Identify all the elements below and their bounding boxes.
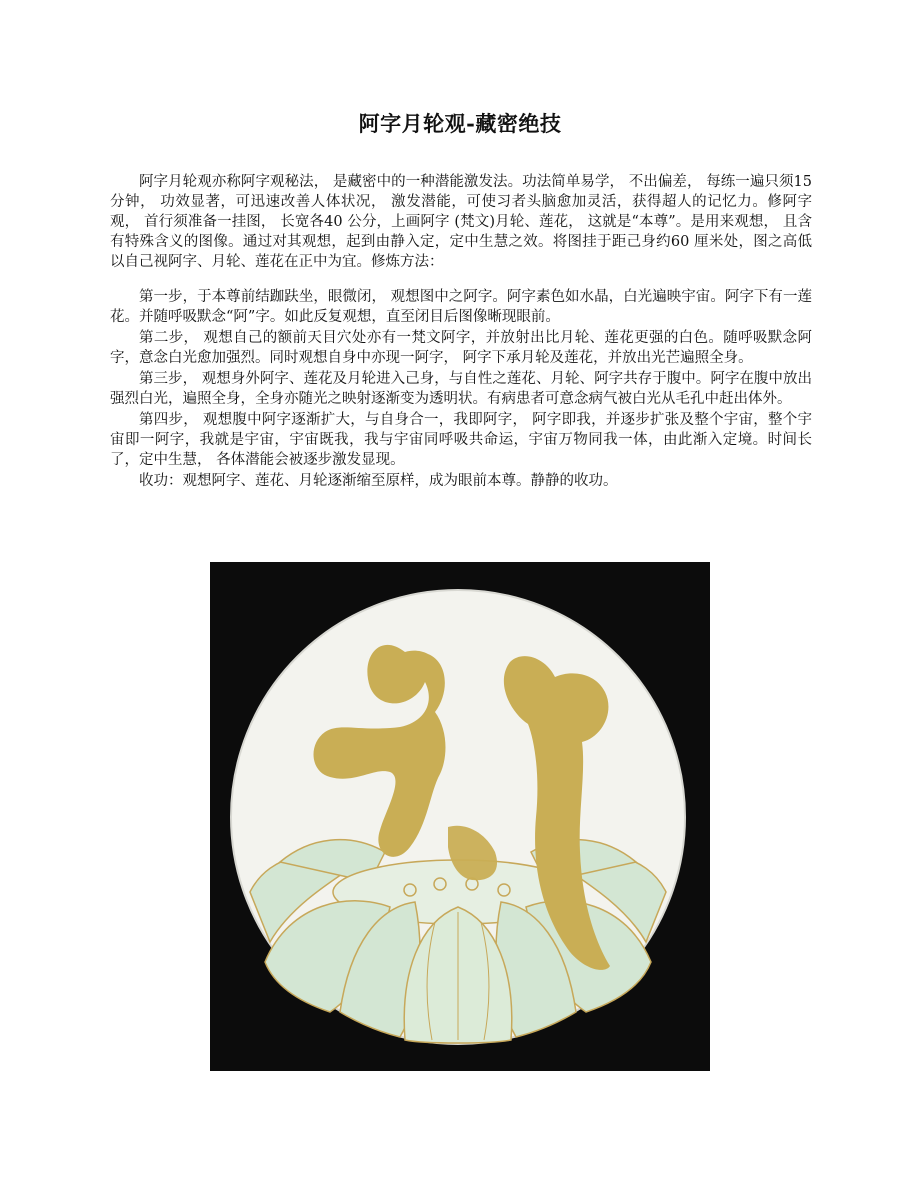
step-2-text: 第二步， 观想自己的额前天目穴处亦有一梵文阿字，并放射出比月轮、莲花更强的白色。随呼吸默念阿字，意念白光愈加强烈。同时观想自身中亦现一阿字， 阿字下承月轮及莲花，并放出光芒遍照全身。 [110,330,812,366]
steps-section [110,287,812,492]
intro-text: 阿字月轮观亦称阿字观秘法， 是藏密中的一种潜能激发法。功法简单易学， 不出偏差， 每练一遍只须15 分钟， 功效显著，可迅速改善人体状况， 激发潜能，可使习者头脑愈加灵活，获得超人的记忆力。修阿字观， 首行须准备一挂图， 长宽各40 公分，上画阿字 (梵文)月轮、莲花， 这就是“本尊”。是用来观想， 且含有特殊含义的图像。通过对其观想，起到由静入定，定中生慧之效。将图挂于距己身约60 厘米处，图之高低以自己视阿字、月轮、莲花在正中为宜。修炼方法： [110,174,812,270]
intro-paragraph [110,172,812,273]
page-title: 阿字月轮观-藏密绝技 [358,111,562,136]
a-syllable-moon-disc-image [210,562,710,1071]
step-4-text: 第四步， 观想腹中阿字逐渐扩大，与自身合一，我即阿字， 阿字即我，并逐步扩张及整个宇宙，整个宇宙即一阿字，我就是宇宙，宇宙既我，我与宇宙同呼吸共命运，宇宙万物同我一体，由此渐入定境。时间长了，定中生慧， 各体潜能会被逐步激发显现。 [110,412,812,468]
step-1-text: 第一步，于本尊前结跏趺坐，眼微闭， 观想图中之阿字。阿字素色如水晶，白光遍映宇宙。阿字下有一莲花。并随呼吸默念“阿”字。如此反复观想，直至闭目后图像晰现眼前。 [110,289,812,325]
step-3-text: 第三步， 观想身外阿字、莲花及月轮进入己身，与自性之莲花、月轮、阿字共存于腹中。阿字在腹中放出强烈白光，遍照全身，全身亦随光之映射逐渐变为透明状。有病患者可意念病气被白光从毛孔中赶出体外。 [110,371,812,407]
closing-text: 收功：观想阿字、莲花、月轮逐渐缩至原样，成为眼前本尊。静静的收功。 [139,473,618,489]
moon-lotus-illustration [210,562,710,1071]
